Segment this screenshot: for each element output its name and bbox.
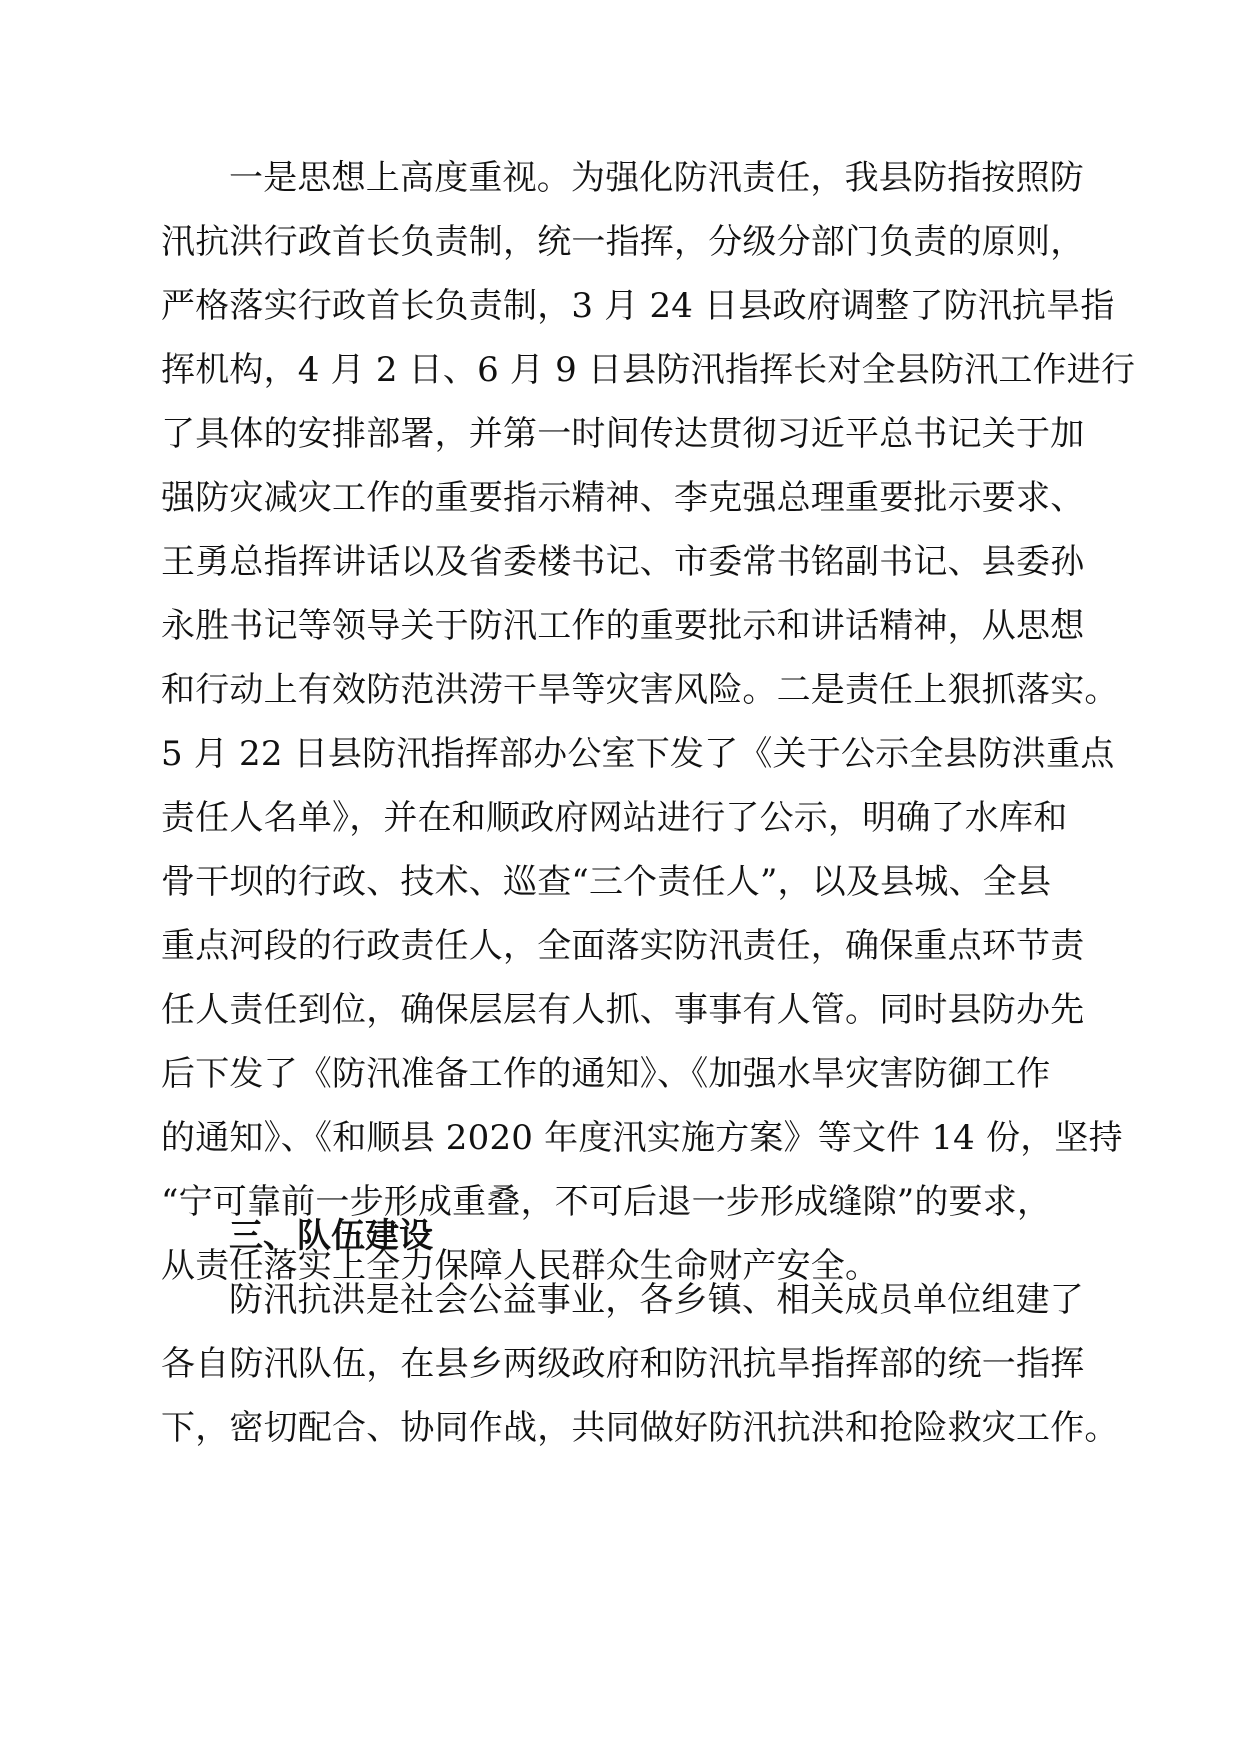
text-line: 挥机构，4 月 2 日、6 月 9 日县防汛指挥长对全县防汛工作进行 bbox=[161, 350, 1136, 390]
text-line: 从责任落实上全力保障人民群众生命财产安全。 bbox=[161, 1246, 880, 1286]
text-line: 下，密切配合、协同作战，共同做好防汛抗洪和抢险救灾工作。 bbox=[161, 1408, 1119, 1448]
text-line: 骨干坝的行政、技术、巡查“三个责任人”，以及县城、全县 bbox=[161, 862, 1052, 902]
text-line: 后下发了《防汛准备工作的通知》、《加强水旱灾害防御工作 bbox=[161, 1054, 1051, 1094]
text-line: 强防灾减灾工作的重要指示精神、李克强总理重要批示要求、 bbox=[161, 478, 1085, 518]
section-heading-team-building: 三、队伍建设 bbox=[229, 1216, 433, 1256]
text-line: “宁可靠前一步形成重叠，不可后退一步形成缝隙”的要求， bbox=[161, 1182, 1052, 1222]
text-line: 了具体的安排部署，并第一时间传达贯彻习近平总书记关于加 bbox=[161, 414, 1085, 454]
text-line: 防汛抗洪是社会公益事业，各乡镇、相关成员单位组建了 bbox=[229, 1280, 1084, 1320]
text-line: 责任人名单》，并在和顺政府网站进行了公示，明确了水库和 bbox=[161, 798, 1068, 838]
text-line: 重点河段的行政责任人，全面落实防汛责任，确保重点环节责 bbox=[161, 926, 1085, 966]
text-line: 永胜书记等领导关于防汛工作的重要批示和讲话精神，从思想 bbox=[161, 606, 1085, 646]
text-line: 严格落实行政首长负责制，3 月 24 日县政府调整了防汛抗旱指 bbox=[161, 286, 1115, 326]
text-line: 汛抗洪行政首长负责制，统一指挥，分级分部门负责的原则， bbox=[161, 222, 1085, 262]
text-line: 和行动上有效防范洪涝干旱等灾害风险。二是责任上狠抓落实。 bbox=[161, 670, 1119, 710]
text-line: 任人责任到位，确保层层有人抓、事事有人管。同时县防办先 bbox=[161, 990, 1085, 1030]
text-line: 的通知》、《和顺县 2020 年度汛实施方案》等文件 14 份，坚持 bbox=[161, 1118, 1123, 1158]
text-line: 王勇总指挥讲话以及省委楼书记、市委常书铭副书记、县委孙 bbox=[161, 542, 1085, 582]
text-line: 5 月 22 日县防汛指挥部办公室下发了《关于公示全县防洪重点 bbox=[161, 734, 1115, 774]
text-line: 各自防汛队伍，在县乡两级政府和防汛抗旱指挥部的统一指挥 bbox=[161, 1344, 1085, 1384]
text-line: 一是思想上高度重视。为强化防汛责任，我县防指按照防 bbox=[229, 158, 1084, 198]
